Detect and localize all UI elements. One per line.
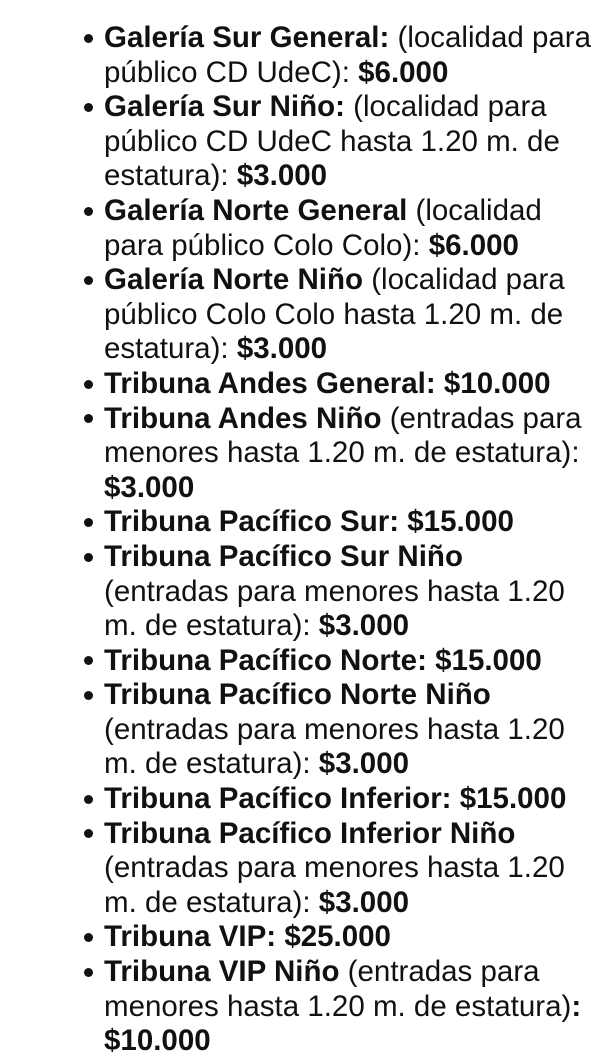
list-item [104, 90, 594, 194]
item-description [427, 644, 435, 677]
list-item [104, 194, 594, 263]
item-name: Tribuna Andes Niño [104, 401, 382, 435]
list-item [104, 402, 594, 506]
item-description [436, 367, 444, 400]
list-item [104, 782, 594, 817]
item-name: Tribuna Pacífico Inferior: [104, 782, 452, 816]
item-description: (entradas para menores hasta 1.20 m. de estatura): [104, 574, 565, 643]
bullet-icon [78, 644, 98, 679]
item-description: (localidad para público Colo Colo hasta 1.20 m. de estatura): [104, 263, 565, 366]
item-description: (localidad para público Colo Colo): [104, 193, 542, 262]
bullet-icon [78, 90, 98, 125]
list-item [104, 920, 594, 955]
item-description: (entradas para menores hasta 1.20 m. de estatura): [104, 401, 582, 470]
item-price: $3.000 [104, 470, 195, 504]
item-name: Galería Sur General: [104, 21, 390, 54]
item-description: (localidad para público CD UdeC hasta 1.20 m. de estatura): [104, 90, 560, 193]
bullet-icon [78, 817, 98, 852]
item-description: (entradas para menores hasta 1.20 m. de estatura): [104, 712, 565, 781]
bullet-icon [78, 505, 98, 540]
bullet-icon [78, 678, 98, 713]
item-price: $6.000 [358, 55, 449, 89]
item-name: Galería Sur Niño: [104, 90, 345, 124]
item-name: Tribuna VIP Niño [104, 955, 340, 989]
item-price: $3.000 [236, 332, 328, 366]
item-name: Galería Norte Niño [104, 263, 364, 297]
item-price: $15.000 [407, 505, 514, 539]
list-item [104, 367, 594, 402]
item-price: $3.000 [318, 885, 410, 919]
bullet-icon [78, 21, 98, 56]
bullet-icon [78, 955, 98, 990]
item-name: Tribuna Pacífico Norte: [104, 643, 427, 677]
list-item [104, 21, 594, 90]
list-item [104, 955, 594, 1059]
item-price: $3.000 [236, 159, 328, 193]
item-description: (localidad para público CD UdeC): [104, 21, 592, 89]
item-price: : $10.000 [104, 989, 582, 1058]
item-price: $15.000 [459, 782, 567, 816]
item-price: $6.000 [428, 228, 519, 262]
list-item [104, 263, 594, 367]
list-item [104, 505, 594, 540]
item-description: (entradas para menores hasta 1.20 m. de estatura) [104, 955, 572, 1023]
list-item [104, 678, 594, 782]
item-price: $25.000 [284, 920, 391, 954]
bullet-icon [78, 263, 98, 298]
bullet-icon [78, 194, 98, 229]
item-price: $10.000 [443, 366, 551, 400]
item-price: $3.000 [318, 747, 410, 781]
item-price: $15.000 [435, 643, 542, 677]
ticket-price-list [104, 21, 594, 1059]
item-name: Galería Norte General [104, 193, 408, 227]
item-name: Tribuna Andes General: [104, 366, 436, 400]
list-item [104, 644, 594, 679]
list-item [104, 817, 594, 921]
bullet-icon [78, 540, 98, 575]
bullet-icon [78, 367, 98, 402]
item-name: Tribuna VIP: [104, 920, 277, 954]
item-name: Tribuna Pacífico Sur: [104, 505, 400, 539]
item-description: (entradas para menores hasta 1.20 m. de estatura): [104, 851, 565, 919]
list-item [104, 540, 594, 644]
item-name: Tribuna Pacífico Norte Niño [104, 678, 491, 712]
bullet-icon [78, 920, 98, 955]
bullet-icon [78, 782, 98, 817]
item-name: Tribuna Pacífico Sur Niño [104, 539, 463, 573]
item-name: Tribuna Pacífico Inferior Niño [104, 816, 516, 850]
item-description [452, 782, 460, 815]
bullet-icon [78, 402, 98, 437]
item-price: $3.000 [318, 609, 410, 643]
